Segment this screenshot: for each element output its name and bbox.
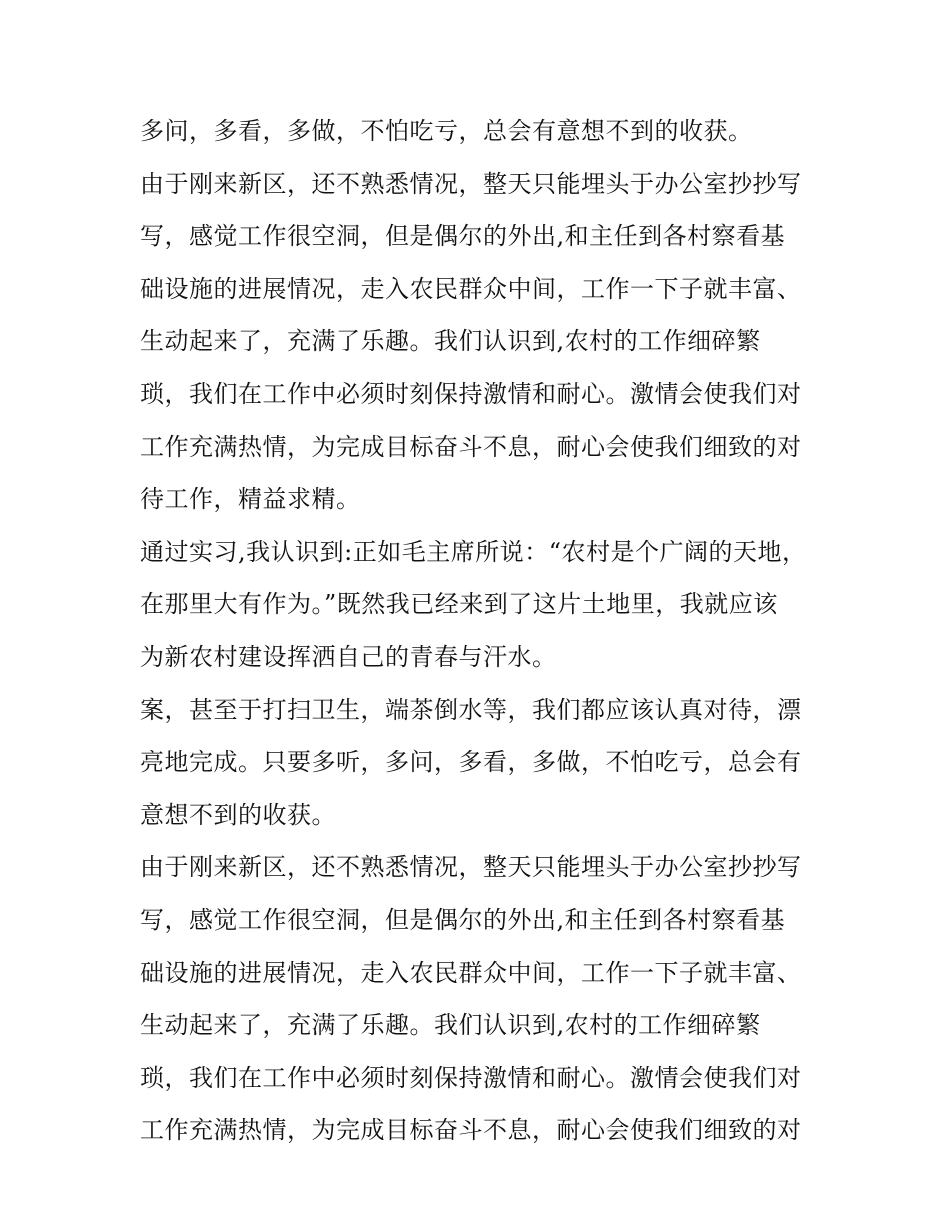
text-line: 琐，我们在工作中必须时刻保持激情和耐心。激情会使我们对: [140, 379, 802, 408]
text-line: 亮地完成。只要多听，多问，多看，多做，不怕吃亏，总会有: [140, 748, 802, 777]
text-line: 多问，多看，多做，不怕吃亏，总会有意想不到的收获。: [140, 117, 753, 145]
text-line: 在那里大有作为。”既然我已经来到了这片土地里，我就应该: [140, 590, 778, 619]
text-line: 为新农村建设挥洒自己的青春与汗水。: [140, 642, 557, 671]
text-line: 工作充满热情，为完成目标奋斗不息，耐心会使我们细致的对: [140, 1116, 802, 1145]
text-line: 生动起来了，充满了乐趣。我们认识到,农村的工作细碎繁: [140, 327, 761, 356]
text-line: 由于刚来新区，还不熟悉情况，整天只能埋头于办公室抄抄写: [140, 853, 802, 882]
text-line: 础设施的进展情况，走入农民群众中间，工作一下子就丰富、: [140, 958, 802, 987]
text-line: 琐，我们在工作中必须时刻保持激情和耐心。激情会使我们对: [140, 1063, 802, 1092]
body-text: [140, 105, 830, 1157]
text-line: 础设施的进展情况，走入农民群众中间，工作一下子就丰富、: [140, 274, 802, 303]
text-line: 待工作，精益求精。: [140, 485, 361, 514]
text-line: 由于刚来新区，还不熟悉情况，整天只能埋头于办公室抄抄写: [140, 169, 802, 198]
text-line: 生动起来了，充满了乐趣。我们认识到,农村的工作细碎繁: [140, 1011, 761, 1040]
text-line: 案，甚至于打扫卫生，端茶倒水等，我们都应该认真对待，漂: [140, 695, 802, 724]
text-line: 意想不到的收获。: [140, 800, 336, 829]
text-line: 写，感觉工作很空洞，但是偶尔的外出,和主任到各村察看基: [140, 905, 786, 934]
text-line: 工作充满热情，为完成目标奋斗不息，耐心会使我们细致的对: [140, 432, 802, 461]
text-line: 写，感觉工作很空洞，但是偶尔的外出,和主任到各村察看基: [140, 222, 786, 251]
text-line: 通过实习,我认识到:正如毛主席所说：“农村是个广阔的天地，: [140, 537, 807, 566]
